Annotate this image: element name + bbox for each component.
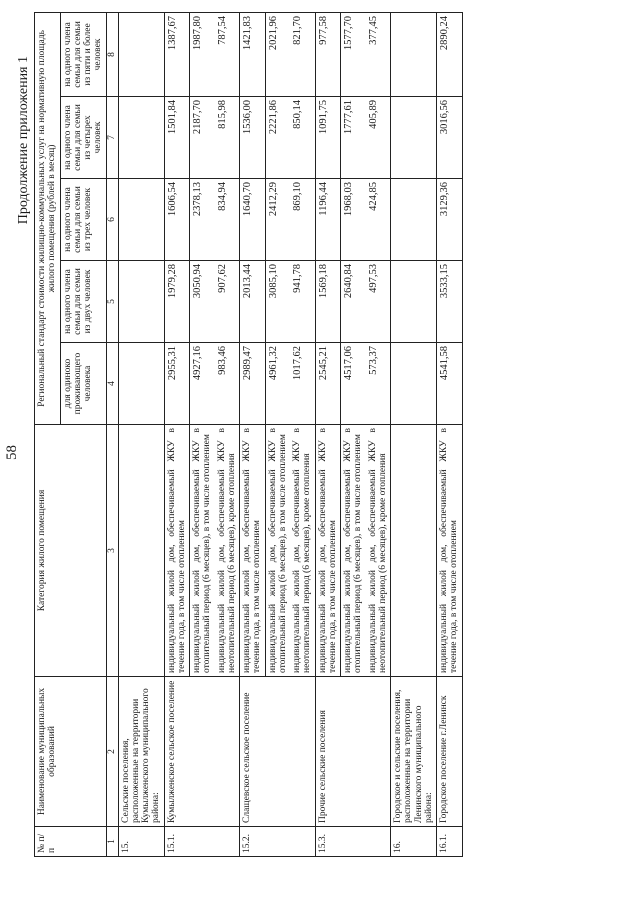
row-number: 16. (391, 827, 437, 857)
page-number: 58 (4, 445, 20, 460)
header-family-5plus: на одного члена семьи для семьи из пяти и более человек (60, 12, 106, 96)
header-standard-group: Региональный стандарт стоимости жилищно-коммунальных услуг на нормативную площадь жилого помещения (рублей в месяц) (35, 12, 61, 424)
value-cell: 1577,70 (341, 12, 366, 96)
value-cell: 2013,44 (240, 261, 266, 343)
value-cell: 3016,56 (437, 97, 463, 179)
table-row (164, 12, 190, 856)
value-cell: 4541,58 (437, 343, 463, 425)
row-category: индивидуальный жилой дом, обеспечиваемый ЖКУ в отопительный период (6 месяцев), в том числе отоплением (190, 425, 215, 677)
value-cell: 1979,28 (164, 261, 190, 343)
value-cell: 2378,13 (190, 179, 215, 261)
value-cell: 941,78 (290, 261, 315, 343)
column-number: 6 (106, 179, 118, 261)
row-name: Слащевское сельское поселение (240, 677, 316, 827)
header-category: Категория жилого помещения (35, 425, 107, 677)
value-cell: 1196,44 (315, 179, 341, 261)
value-cell: 2890,24 (437, 12, 463, 96)
table-row (315, 12, 341, 856)
row-category: индивидуальный жилой дом, обеспечиваемый ЖКУ в неотопительный период (6 месяцев), кроме отопления (215, 425, 240, 677)
row-name: Городское и сельские поселения, расположенные на территории Ленинского муниципального района: (391, 677, 437, 827)
column-number: 8 (106, 12, 118, 96)
value-cell: 2021,96 (265, 12, 290, 96)
value-cell: 1569,18 (315, 261, 341, 343)
row-category: индивидуальный жилой дом, обеспечиваемый ЖКУ в отопительный период (6 месяцев), в том числе отоплением (265, 425, 290, 677)
value-cell: 2989,47 (240, 343, 266, 425)
table-row (118, 12, 164, 856)
value-cell: 2640,84 (341, 261, 366, 343)
value-cell: 787,54 (215, 12, 240, 96)
value-cell: 4517,06 (341, 343, 366, 425)
row-name: Сельские поселения, расположенные на территории Кумылженского муниципального района: (118, 677, 164, 827)
value-cell: 573,37 (366, 343, 391, 425)
value-cell: 983,46 (215, 343, 240, 425)
column-number: 3 (106, 425, 118, 677)
table-row (437, 12, 463, 856)
column-number: 1 (106, 827, 118, 857)
table-row (391, 12, 437, 856)
value-cell: 1968,03 (341, 179, 366, 261)
value-cell: 405,89 (366, 97, 391, 179)
value-cell: 2221,86 (265, 97, 290, 179)
value-cell: 377,45 (366, 12, 391, 96)
row-category: индивидуальный жилой дом, обеспечиваемый ЖКУ в течение года, в том числе отоплением (240, 425, 266, 677)
value-cell: 2545,21 (315, 343, 341, 425)
value-cell: 815,98 (215, 97, 240, 179)
value-cell: 424,85 (366, 179, 391, 261)
row-number: 16.1. (437, 827, 463, 857)
header-single: для одиноко проживающего человека (60, 343, 106, 425)
continuation-caption: Продолжение приложения 1 (16, 56, 31, 225)
tariff-table (34, 12, 463, 857)
value-cell: 3129,36 (437, 179, 463, 261)
row-number: 15.2. (240, 827, 316, 857)
value-cell: 1501,84 (164, 97, 190, 179)
row-name: Кумылженское сельское поселение (164, 677, 240, 827)
value-cell: 977,58 (315, 12, 341, 96)
column-number: 7 (106, 97, 118, 179)
value-cell: 834,94 (215, 179, 240, 261)
value-cell: 1536,00 (240, 97, 266, 179)
column-numbers-row (106, 12, 118, 856)
row-name: Городское поселение г.Ленинск (437, 677, 463, 827)
value-cell: 1091,75 (315, 97, 341, 179)
row-category: индивидуальный жилой дом, обеспечиваемый ЖКУ в течение года, в том числе отоплением (437, 425, 463, 677)
row-category: индивидуальный жилой дом, обеспечиваемый ЖКУ в течение года, в том числе отоплением (164, 425, 190, 677)
header-number: № п/п (35, 827, 107, 857)
row-number: 15. (118, 827, 164, 857)
table-row (240, 12, 266, 856)
value-cell: 4961,32 (265, 343, 290, 425)
value-cell: 850,14 (290, 97, 315, 179)
row-category: индивидуальный жилой дом, обеспечиваемый ЖКУ в неотопительный период (6 месяцев), кроме отопления (366, 425, 391, 677)
value-cell: 869,10 (290, 179, 315, 261)
value-cell: 1017,62 (290, 343, 315, 425)
column-number: 4 (106, 343, 118, 425)
row-category: индивидуальный жилой дом, обеспечиваемый ЖКУ в течение года, в том числе отоплением (315, 425, 341, 677)
value-cell: 2187,70 (190, 97, 215, 179)
value-cell: 2955,31 (164, 343, 190, 425)
value-cell: 3533,15 (437, 261, 463, 343)
column-number: 2 (106, 677, 118, 827)
value-cell: 2412,29 (265, 179, 290, 261)
value-cell: 1640,70 (240, 179, 266, 261)
header-family-3: на одного члена семьи для семьи из трех человек (60, 179, 106, 261)
column-number: 5 (106, 261, 118, 343)
header-family-4: на одного члена семьи для семьи из четырех человек (60, 97, 106, 179)
value-cell: 3085,10 (265, 261, 290, 343)
value-cell: 3050,94 (190, 261, 215, 343)
row-number: 15.1. (164, 827, 240, 857)
row-category: индивидуальный жилой дом, обеспечиваемый ЖКУ в отопительный период (6 месяцев), в том числе отоплением (341, 425, 366, 677)
value-cell: 1777,61 (341, 97, 366, 179)
value-cell: 1421,83 (240, 12, 266, 96)
value-cell: 497,53 (366, 261, 391, 343)
value-cell: 821,70 (290, 12, 315, 96)
value-cell: 1987,80 (190, 12, 215, 96)
row-number: 15.3. (315, 827, 391, 857)
row-category: индивидуальный жилой дом, обеспечиваемый ЖКУ в неотопительный период (6 месяцев), кроме отопления (290, 425, 315, 677)
row-name: Прочие сельские поселения (315, 677, 391, 827)
value-cell: 1606,54 (164, 179, 190, 261)
header-municipality: Наименование муниципальных образований (35, 677, 107, 827)
value-cell: 1387,67 (164, 12, 190, 96)
header-family-2: на одного члена семьи для семьи из двух человек (60, 261, 106, 343)
value-cell: 4927,16 (190, 343, 215, 425)
value-cell: 907,62 (215, 261, 240, 343)
